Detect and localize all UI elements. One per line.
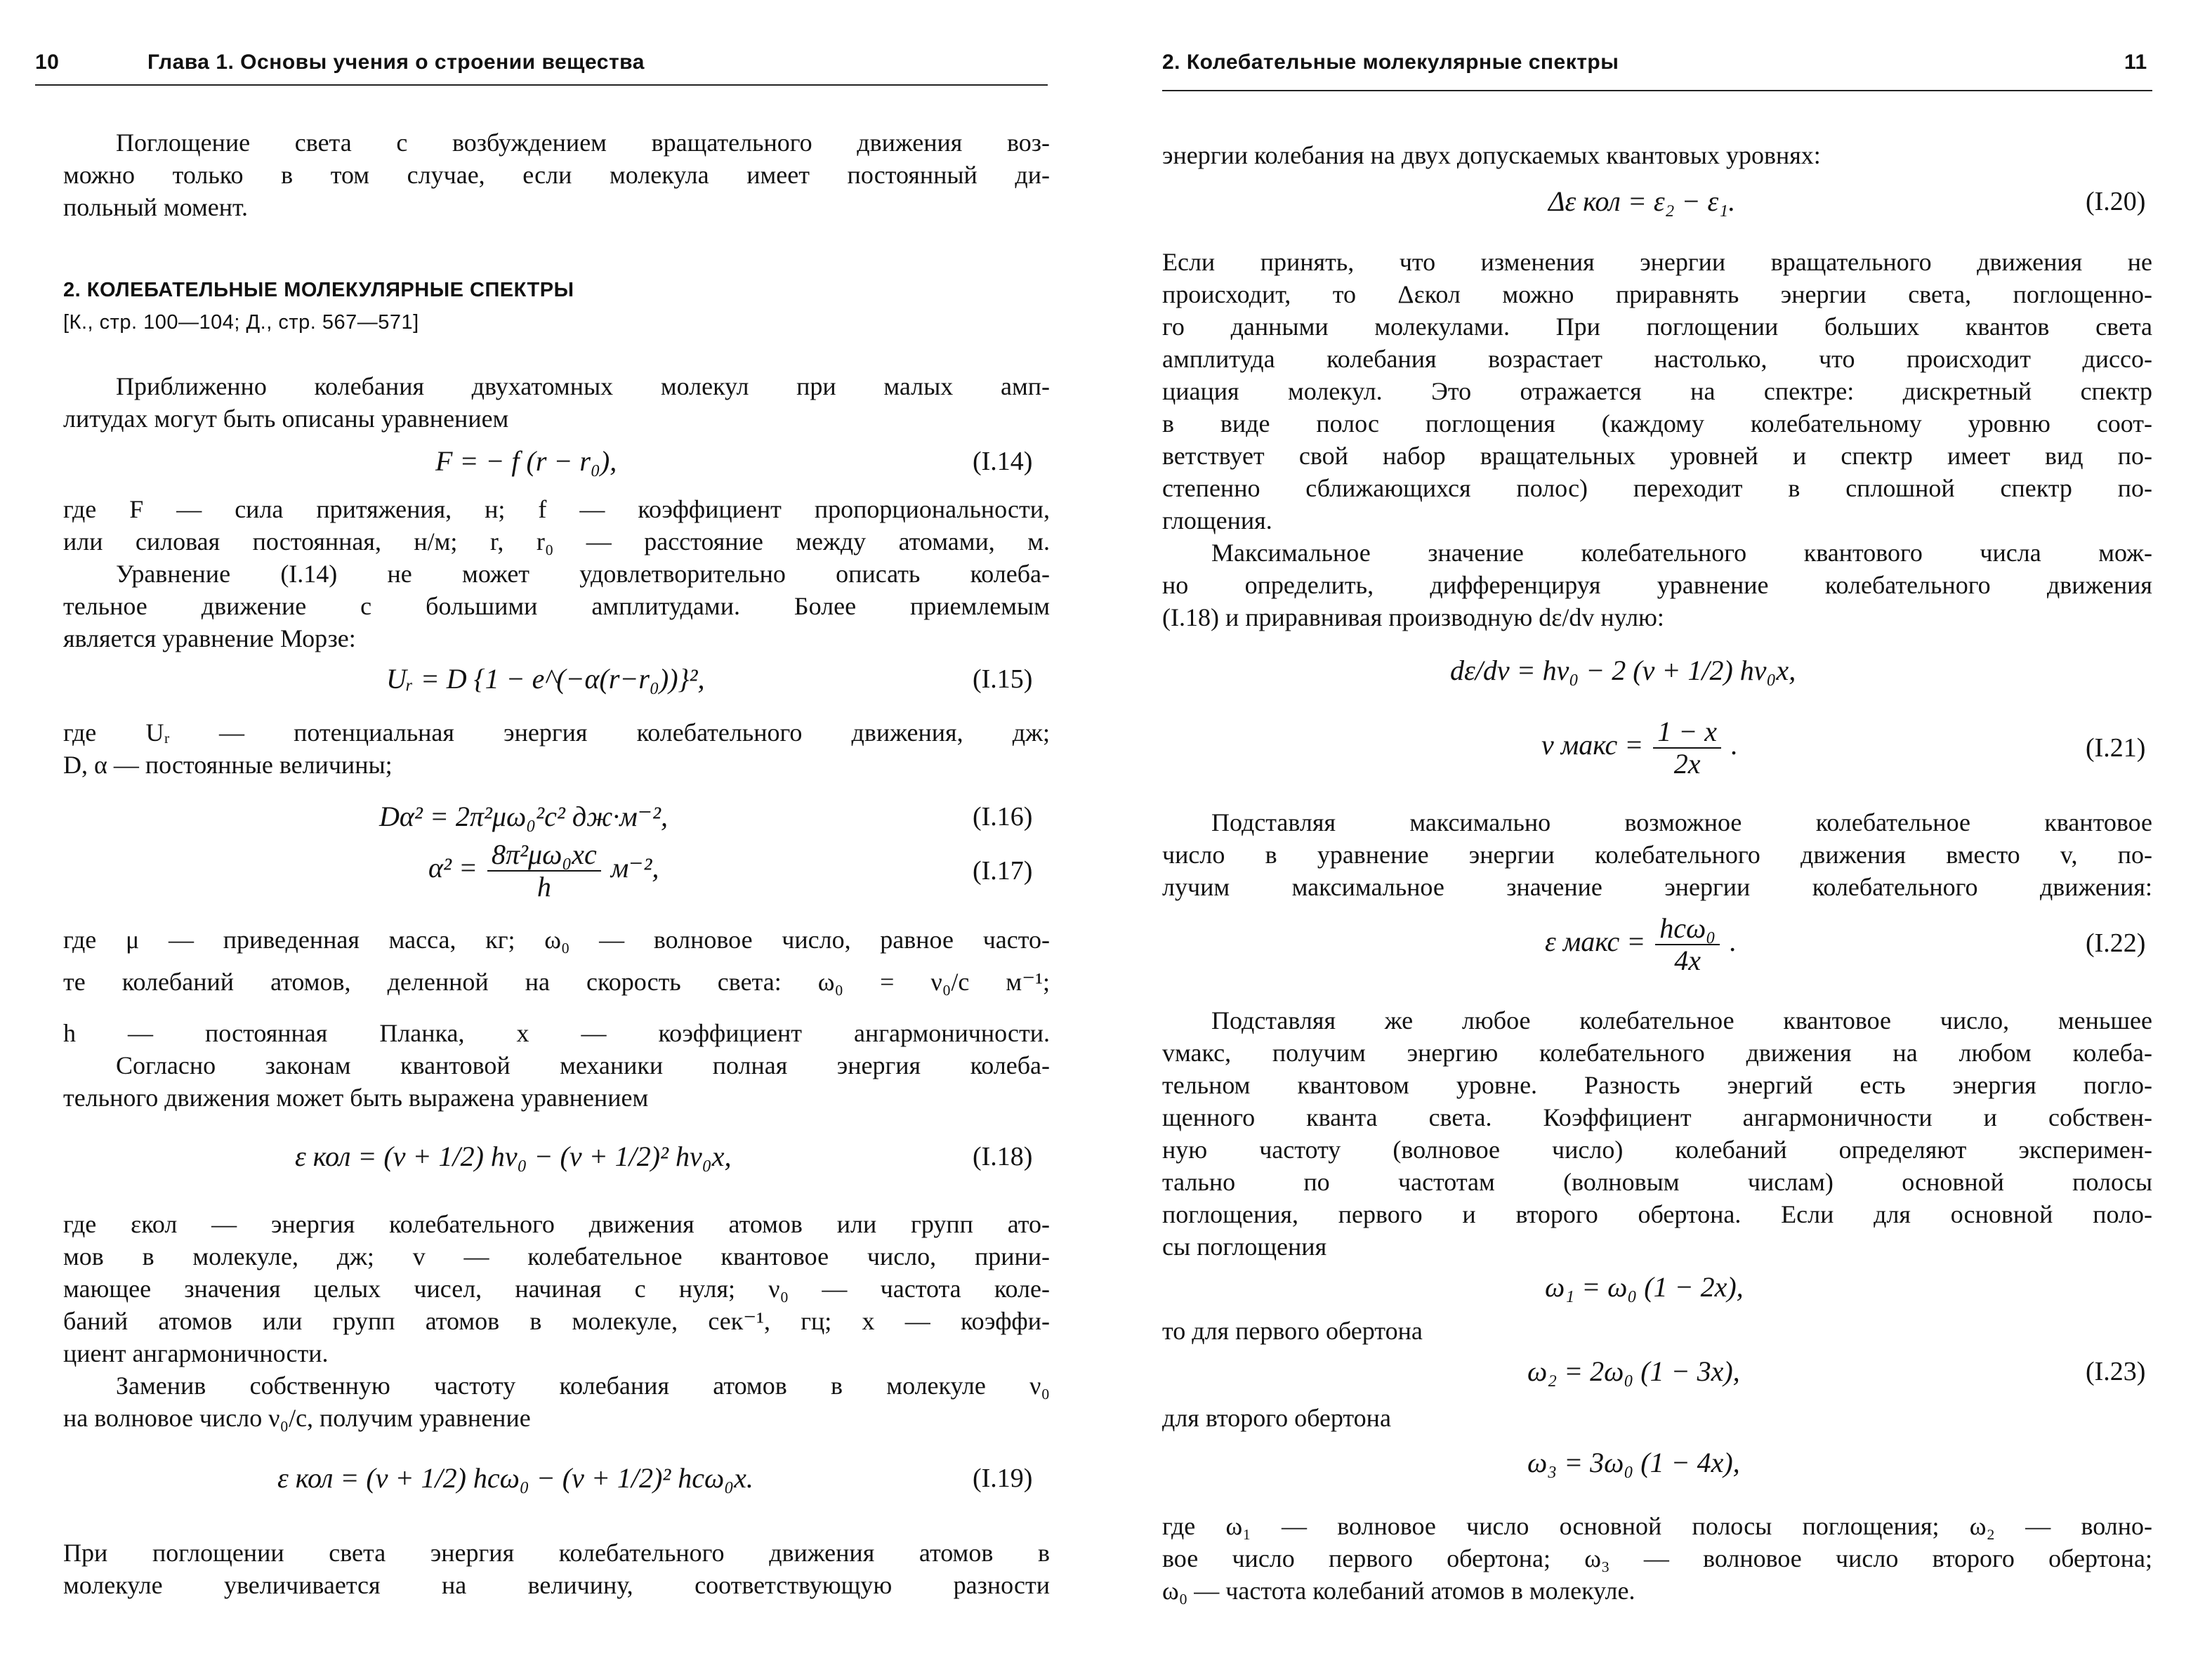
equation-number: (I.19): [973, 1464, 1033, 1493]
fraction-numerator: hcω₀: [1655, 913, 1720, 945]
text-line: где μ — приведенная масса, кг; ω₀ — волновое число, равное часто-: [63, 926, 1050, 954]
text-line: щенного кванта света. Коэффициент ангармоничности и собствен-: [1162, 1103, 2152, 1131]
text-line: циент ангармоничности.: [63, 1339, 329, 1367]
text-line: (I.18) и приравнивая производную dε/dv нулю:: [1162, 603, 1664, 631]
equation-number: (I.14): [973, 447, 1033, 476]
text-line: тельное движение с большими амплитудами. Более приемлемым: [63, 592, 1050, 620]
equation-lhs: α² =: [428, 852, 478, 884]
text-line: в виде полос поглощения (каждому колебательному уровню соот-: [1162, 409, 2152, 438]
text-line: Поглощение света с возбуждением вращательного движения воз-: [116, 129, 1050, 157]
fraction-numerator: 8π²μω₀xc: [487, 839, 601, 872]
text-line: где Uᵣ — потенциальная энергия колебательного движения, дж;: [63, 718, 1050, 747]
text-line: число в уравнение энергии колебательного движения вместо v, по-: [1162, 841, 2152, 869]
fraction-denominator: h: [536, 871, 551, 902]
text-line: глощения.: [1162, 506, 1272, 534]
text-line: Подставляя максимально возможное колебательное квантовое: [1211, 808, 2152, 836]
right-page: [1106, 0, 2212, 1656]
equation-1-15: Uᵣ = D {1 − e^(−α(r−r₀))}²,: [386, 663, 705, 695]
text-line: ветствует свой набор вращательных уровней и спектр имеет вид по-: [1162, 442, 2152, 470]
text-line: то для первого обертона: [1162, 1317, 1423, 1345]
text-line: энергии колебания на двух допускаемых квантовых уровнях:: [1162, 141, 1821, 169]
text-line: происходит, то Δεкол можно приравнять энергии света, поглощенно-: [1162, 280, 2152, 308]
equation-number: (I.17): [973, 856, 1033, 886]
equation-number: (I.15): [973, 664, 1033, 694]
text-line: но определить, дифференцируя уравнение колебательного движения: [1162, 571, 2152, 599]
text-line: Максимальное значение колебательного квантового числа мож-: [1211, 539, 2152, 567]
text-line: vмакс, получим энергию колебательного движения на любом колеба-: [1162, 1039, 2152, 1067]
text-line: лучим максимальное значение энергии колебательного движения:: [1162, 873, 2152, 901]
equation-1-17: [428, 839, 659, 902]
fraction: [487, 839, 601, 902]
text-line: степенно сближающихся полос) переходит в сплошной спектр по-: [1162, 474, 2152, 502]
section-title: 2. КОЛЕБАТЕЛЬНЫЕ МОЛЕКУЛЯРНЫЕ СПЕКТРЫ: [63, 279, 574, 301]
equation-number: (I.23): [2086, 1357, 2146, 1386]
text-line: литудах могут быть описаны уравнением: [63, 405, 509, 433]
running-head: 2. Колебательные молекулярные спектры: [1162, 51, 1619, 74]
text-line: где F — сила притяжения, н; f — коэффициент пропорциональности,: [63, 495, 1050, 523]
text-line: где εкол — энергия колебательного движения атомов или групп ато-: [63, 1210, 1050, 1238]
text-line: Уравнение (I.14) не может удовлетворительно описать колеба-: [116, 560, 1050, 588]
equation-1-14: F = − f (r − r₀),: [435, 445, 617, 477]
text-line: сы поглощения: [1162, 1233, 1327, 1261]
equation-tail: .: [1730, 926, 1737, 958]
text-line: тельном квантовом уровне. Разность энергий есть энергия погло-: [1162, 1071, 2152, 1099]
text-line: поглощения, первого и второго обертона. Если для основной поло-: [1162, 1200, 2152, 1228]
text-line: является уравнение Морзе:: [63, 624, 356, 652]
fraction: [1653, 716, 1721, 780]
text-line: Подставляя же любое колебательное квантовое число, меньшее: [1211, 1006, 2152, 1034]
header-rule: [1162, 90, 2152, 91]
text-line: или силовая постоянная, н/м; r, r₀ — расстояние между атомами, м.: [63, 527, 1050, 556]
running-head: Глава 1. Основы учения о строении вещества: [147, 51, 645, 74]
equation-unit: м⁻²,: [610, 852, 659, 884]
equation-lhs: ε макс =: [1545, 926, 1646, 958]
equation-1-23b: ω₂ = 2ω₀ (1 − 3x),: [1527, 1355, 1740, 1387]
text-line: на волновое число ν₀/c, получим уравнение: [63, 1404, 531, 1432]
equation-number: (I.16): [973, 802, 1033, 832]
equation-1-20: Δε кол = ε₂ − ε₁.: [1548, 185, 1736, 217]
text-line: ω₀ — частота колебаний атомов в молекуле.: [1162, 1577, 1635, 1605]
equation-1-21a: dε/dv = hν₀ − 2 (v + 1/2) hν₀x,: [1450, 655, 1796, 686]
equation-1-16: Dα² = 2π²μω₀²c² дж·м⁻²,: [379, 801, 668, 832]
text-line: При поглощении света энергия колебательного движения атомов в: [63, 1539, 1050, 1567]
text-line: для второго обертона: [1162, 1404, 1391, 1432]
text-line: Приближенно колебания двухатомных молекул при малых амп-: [116, 372, 1050, 400]
text-line: циация молекул. Это отражается на спектре: дискретный спектр: [1162, 377, 2152, 405]
equation-1-21b: [1541, 716, 1738, 780]
text-line: те колебаний атомов, деленной на скорость света: ω₀ = ν₀/c м⁻¹;: [63, 968, 1050, 996]
text-line: баний атомов или групп атомов в молекуле, сек⁻¹, гц; x — коэффи-: [63, 1307, 1050, 1335]
text-line: мов в молекуле, дж; v — колебательное квантовое число, прини-: [63, 1242, 1050, 1270]
equation-number: (I.20): [2086, 187, 2146, 216]
page-number: 11: [2124, 51, 2147, 74]
equation-lhs: v макс =: [1541, 729, 1644, 761]
text-line: Заменив собственную частоту колебания атомов в молекуле ν₀: [116, 1372, 1050, 1400]
page-number: 10: [35, 51, 60, 74]
fraction: [1655, 913, 1720, 976]
text-line: h — постоянная Планка, x — коэффициент ангармоничности.: [63, 1019, 1050, 1047]
text-line: молекуле увеличивается на величину, соответствующую разности: [63, 1571, 1050, 1599]
text-line: тельного движения может быть выражена уравнением: [63, 1084, 649, 1112]
equation-1-22: [1545, 913, 1737, 976]
equation-number: (I.18): [973, 1142, 1033, 1171]
equation-tail: .: [1730, 729, 1738, 761]
header-rule: [35, 84, 1048, 86]
text-line: где ω₁ — волновое число основной полосы поглощения; ω₂ — волно-: [1162, 1512, 2152, 1540]
equation-1-23a: ω₁ = ω₀ (1 − 2x),: [1545, 1271, 1744, 1303]
section-reference: [К., стр. 100—104; Д., стр. 567—571]: [63, 311, 419, 334]
fraction-numerator: 1 − x: [1653, 716, 1721, 749]
equation-1-18: ε кол = (v + 1/2) hν₀ − (v + 1/2)² hν₀x,: [295, 1141, 732, 1172]
text-line: вое число первого обертона; ω₃ — волновое число второго обертона;: [1162, 1544, 2152, 1572]
equation-number: (I.22): [2086, 928, 2146, 958]
fraction-denominator: 2x: [1673, 748, 1701, 780]
text-line: мающее значения целых чисел, начиная с нуля; ν₀ — частота коле-: [63, 1275, 1050, 1303]
equation-1-23c: ω₃ = 3ω₀ (1 − 4x),: [1527, 1447, 1740, 1478]
text-line: амплитуда колебания возрастает настолько, что происходит диссо-: [1162, 345, 2152, 373]
text-line: польный момент.: [63, 193, 249, 221]
text-line: го данными молекулами. При поглощении больших квантов света: [1162, 313, 2152, 341]
text-line: ную частоту (волновое число) колебаний определяют эксперимен-: [1162, 1136, 2152, 1164]
fraction-denominator: 4x: [1674, 945, 1701, 976]
text-line: Если принять, что изменения энергии вращательного движения не: [1162, 248, 2152, 276]
text-line: тально по частотам (волновым числам) основной полосы: [1162, 1168, 2152, 1196]
equation-number: (I.21): [2086, 733, 2146, 763]
text-line: можно только в том случае, если молекула имеет постоянный ди-: [63, 161, 1050, 189]
text-line: D, α — постоянные величины;: [63, 751, 393, 779]
equation-1-19: ε кол = (v + 1/2) hcω₀ − (v + 1/2)² hcω₀x.: [277, 1462, 753, 1494]
text-line: Согласно законам квантовой механики полная энергия колеба-: [116, 1051, 1050, 1079]
